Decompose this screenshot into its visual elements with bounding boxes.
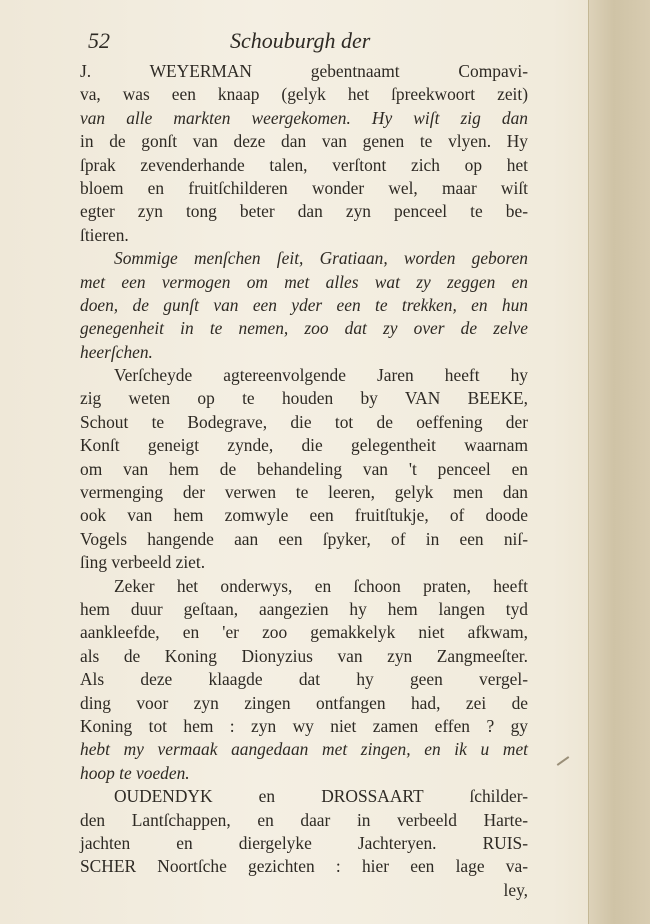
text-line: vermenging der verwen te leeren, gelyk men dan xyxy=(80,482,528,503)
text-line: jachten en diergelyke Jachteryen. RUIS- xyxy=(80,832,528,853)
text-line: ſtieren. xyxy=(80,224,129,245)
text-line: va, was een knaap (gelyk het ſpreekwoort zeit) xyxy=(80,84,528,105)
text-line: ding voor zyn zingen ontfangen had, zei de xyxy=(80,692,528,713)
text-line: zig weten op te houden by VAN BEEKE, xyxy=(80,388,528,409)
text-line: met een vermogen om met alles wat zy zeggen en xyxy=(80,271,528,292)
next-page-edge xyxy=(588,0,650,924)
text-line: aankleefde, en 'er zoo gemakkelyk niet afkwam, xyxy=(80,622,528,643)
text-line: hebt my vermaak aangedaan met zingen, en ik u met xyxy=(80,739,528,760)
text-line: Verſcheyde agtereenvolgende Jaren heeft hy xyxy=(114,365,528,386)
text-line: SCHER Noortſche gezichten : hier een lage va- xyxy=(80,856,528,877)
text-line: Zeker het onderwys, en ſchoon praten, heeft xyxy=(114,575,528,596)
text-line: bloem en fruitſchilderen wonder wel, maar wiſt xyxy=(80,177,528,198)
text-line: ſprak zevenderhande talen, verſtont zich op het xyxy=(80,154,528,175)
text-line: egter zyn tong beter dan zyn penceel te be- xyxy=(80,201,528,222)
text-line: in de gonſt van deze dan van genen te vlyen. Hy xyxy=(80,131,528,152)
text-line: ook van hem zomwyle een fruitſtukje, of doode xyxy=(80,505,528,526)
text-line: Schout te Bodegrave, die tot de oeffening der xyxy=(80,411,528,432)
text-line: Vogels hangende aan een ſpyker, of in een niſ- xyxy=(80,528,528,549)
text-line: hoop te voeden. xyxy=(80,762,190,783)
text-line: Sommige menſchen ſeit, Gratiaan, worden geboren xyxy=(114,248,528,269)
running-head xyxy=(88,28,548,52)
text-line: om van hem de behandeling van 't penceel en xyxy=(80,458,528,479)
text-line: J. WEYERMAN gebentnaamt Compavi- xyxy=(80,61,528,81)
text-line: genegenheit in te nemen, zoo dat zy over de zelve xyxy=(80,318,528,339)
text-line: als de Koning Dionyzius van zyn Zangmeeſter. xyxy=(80,645,528,666)
page-number: 52 xyxy=(88,28,110,53)
text-line: OUDENDYK en DROSSAART ſchilder- xyxy=(114,786,528,807)
text-line: ſing verbeeld ziet. xyxy=(80,552,206,573)
text-line: Koning tot hem : zyn wy niet zamen effen ? gy xyxy=(80,715,528,736)
text-line: doen, de gunſt van een yder een te trekken, en hun xyxy=(80,294,528,315)
body-text xyxy=(80,60,528,902)
text-line: Konſt geneigt zynde, die gelegentheit waarnam xyxy=(80,435,528,456)
running-title: Schouburgh der xyxy=(230,28,371,53)
text-line: heerſchen. xyxy=(80,341,153,362)
text-line: den Lantſchappen, en daar in verbeeld Harte- xyxy=(80,809,528,830)
text-line: Als deze klaagde dat hy geen vergel- xyxy=(80,669,528,690)
text-line: ley, xyxy=(503,879,528,900)
text-line: hem duur geſtaan, aangezien hy hem langen tyd xyxy=(80,598,528,619)
text-line: van alle markten weergekomen. Hy wiſt zig dan xyxy=(80,107,528,128)
